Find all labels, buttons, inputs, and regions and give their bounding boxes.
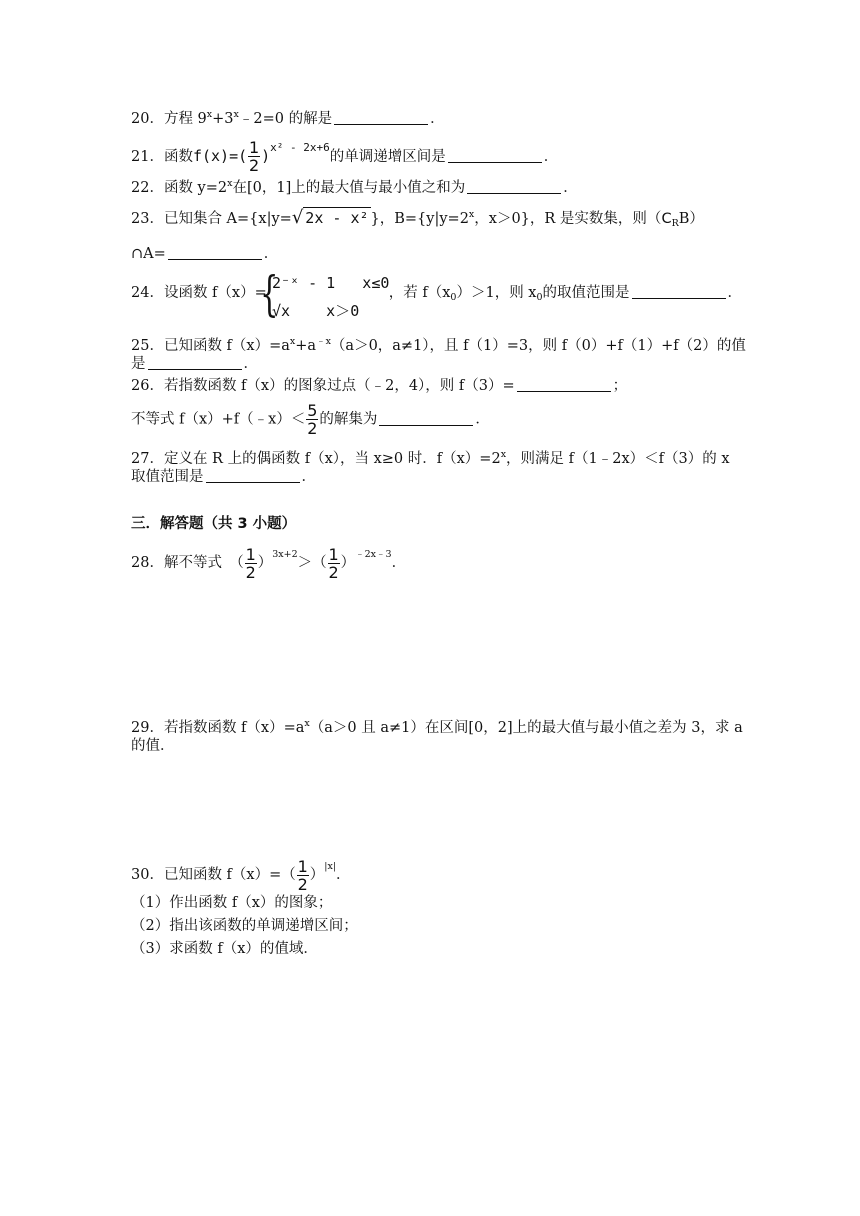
answer-blank xyxy=(206,468,300,483)
piecewise-case-1: 2⁻ˣ - 1 x≤0 xyxy=(272,274,390,292)
question-22: 22．函数 $y=2^x$在[0，1]上的最大值与最小值之和为 ． xyxy=(131,178,578,196)
answer-blank xyxy=(148,355,242,370)
question-25-line2: 是 ． xyxy=(131,356,258,372)
question-23: 23．已知集合 A={x|y=√ 2x - x² }，$B=\{y|y=2^x$，x＞0}，R 是实数集，则$(C_RB)$ xyxy=(131,207,704,229)
subquestion-3: （3）求函数 f（x）的值域． xyxy=(131,941,318,957)
sqrt-formula: 2x - x² xyxy=(305,209,369,227)
question-26: 26．若指数函数 f（x）的图象过点（﹣2，4），则 f（3）= ； xyxy=(131,378,628,394)
question-26-line2: 不等式 f（x）+f（﹣x）＜ $\frac{5}{2}$ 的解集为 ． xyxy=(131,401,490,438)
answer-blank xyxy=(334,110,428,125)
question-21: 21．函数f(x)=( $\frac{1}{2}$ )$^{x^2 - 2x+6}$的单调递增区间是 ． xyxy=(131,138,559,175)
answer-blank xyxy=(448,148,542,163)
question-number: 20． xyxy=(131,111,164,127)
question-27: 27．定义在 R 上的偶函数 f（x），当 x≥0 时．$f(x)=2^x$，则满足 f（1﹣2x）＜f（3）的 x xyxy=(131,449,730,467)
question-29: 29．若指数函数 $f(x)=a^x(a>0$ 且 a≠1）在区间[0，2]上的最大值与最小值之差为 3，求 a xyxy=(131,718,743,736)
answer-blank xyxy=(379,411,473,426)
piecewise-brace: { xyxy=(260,266,279,322)
section-title: 三．解答题（共 3 小题） xyxy=(131,516,297,532)
piecewise-case-2: √x x＞0 xyxy=(272,302,360,320)
question-24: 24．设函数 f（x）= ，若 $f(x_0)>1$，则 $x_0$的取值范围是 ． xyxy=(131,285,743,303)
question-20: 20．方程 $9^x+3^x﹣2=0$ 的解是 ． xyxy=(131,109,445,127)
subquestion-1: （1）作出函数 f（x）的图象； xyxy=(131,895,333,911)
question-27-line2: 取值范围是 ． xyxy=(131,469,316,485)
answer-blank xyxy=(517,377,611,392)
answer-blank xyxy=(467,179,561,194)
formula-image: f(x)=( $\frac{1}{2}$ )$^{x^2 - 2x+6}$ xyxy=(192,138,330,175)
answer-blank xyxy=(168,245,262,260)
answer-blank xyxy=(632,284,726,299)
question-30: 30．已知函数 f（x）=（ $\frac{1}{2}$ ）$^{|x|}$． xyxy=(131,856,351,894)
question-28: 28．解不等式 （ $\frac{1}{2}$ ）$^{3x+2}$＞（ $\frac{1}{2}$ ）$^{﹣2x﹣3}$． xyxy=(131,544,407,582)
subquestion-2: （2）指出该函数的单调递增区间； xyxy=(131,918,358,934)
question-25: 25．已知函数 $f(x)=a^x+a^{﹣x}(a>0$，a≠1），且 f（1）=3，则 f（0）+f（1）+f（2）的值 xyxy=(131,336,746,354)
question-29-line2: 的值． xyxy=(131,738,175,754)
question-23-line2: ∩A= ． xyxy=(131,246,279,262)
